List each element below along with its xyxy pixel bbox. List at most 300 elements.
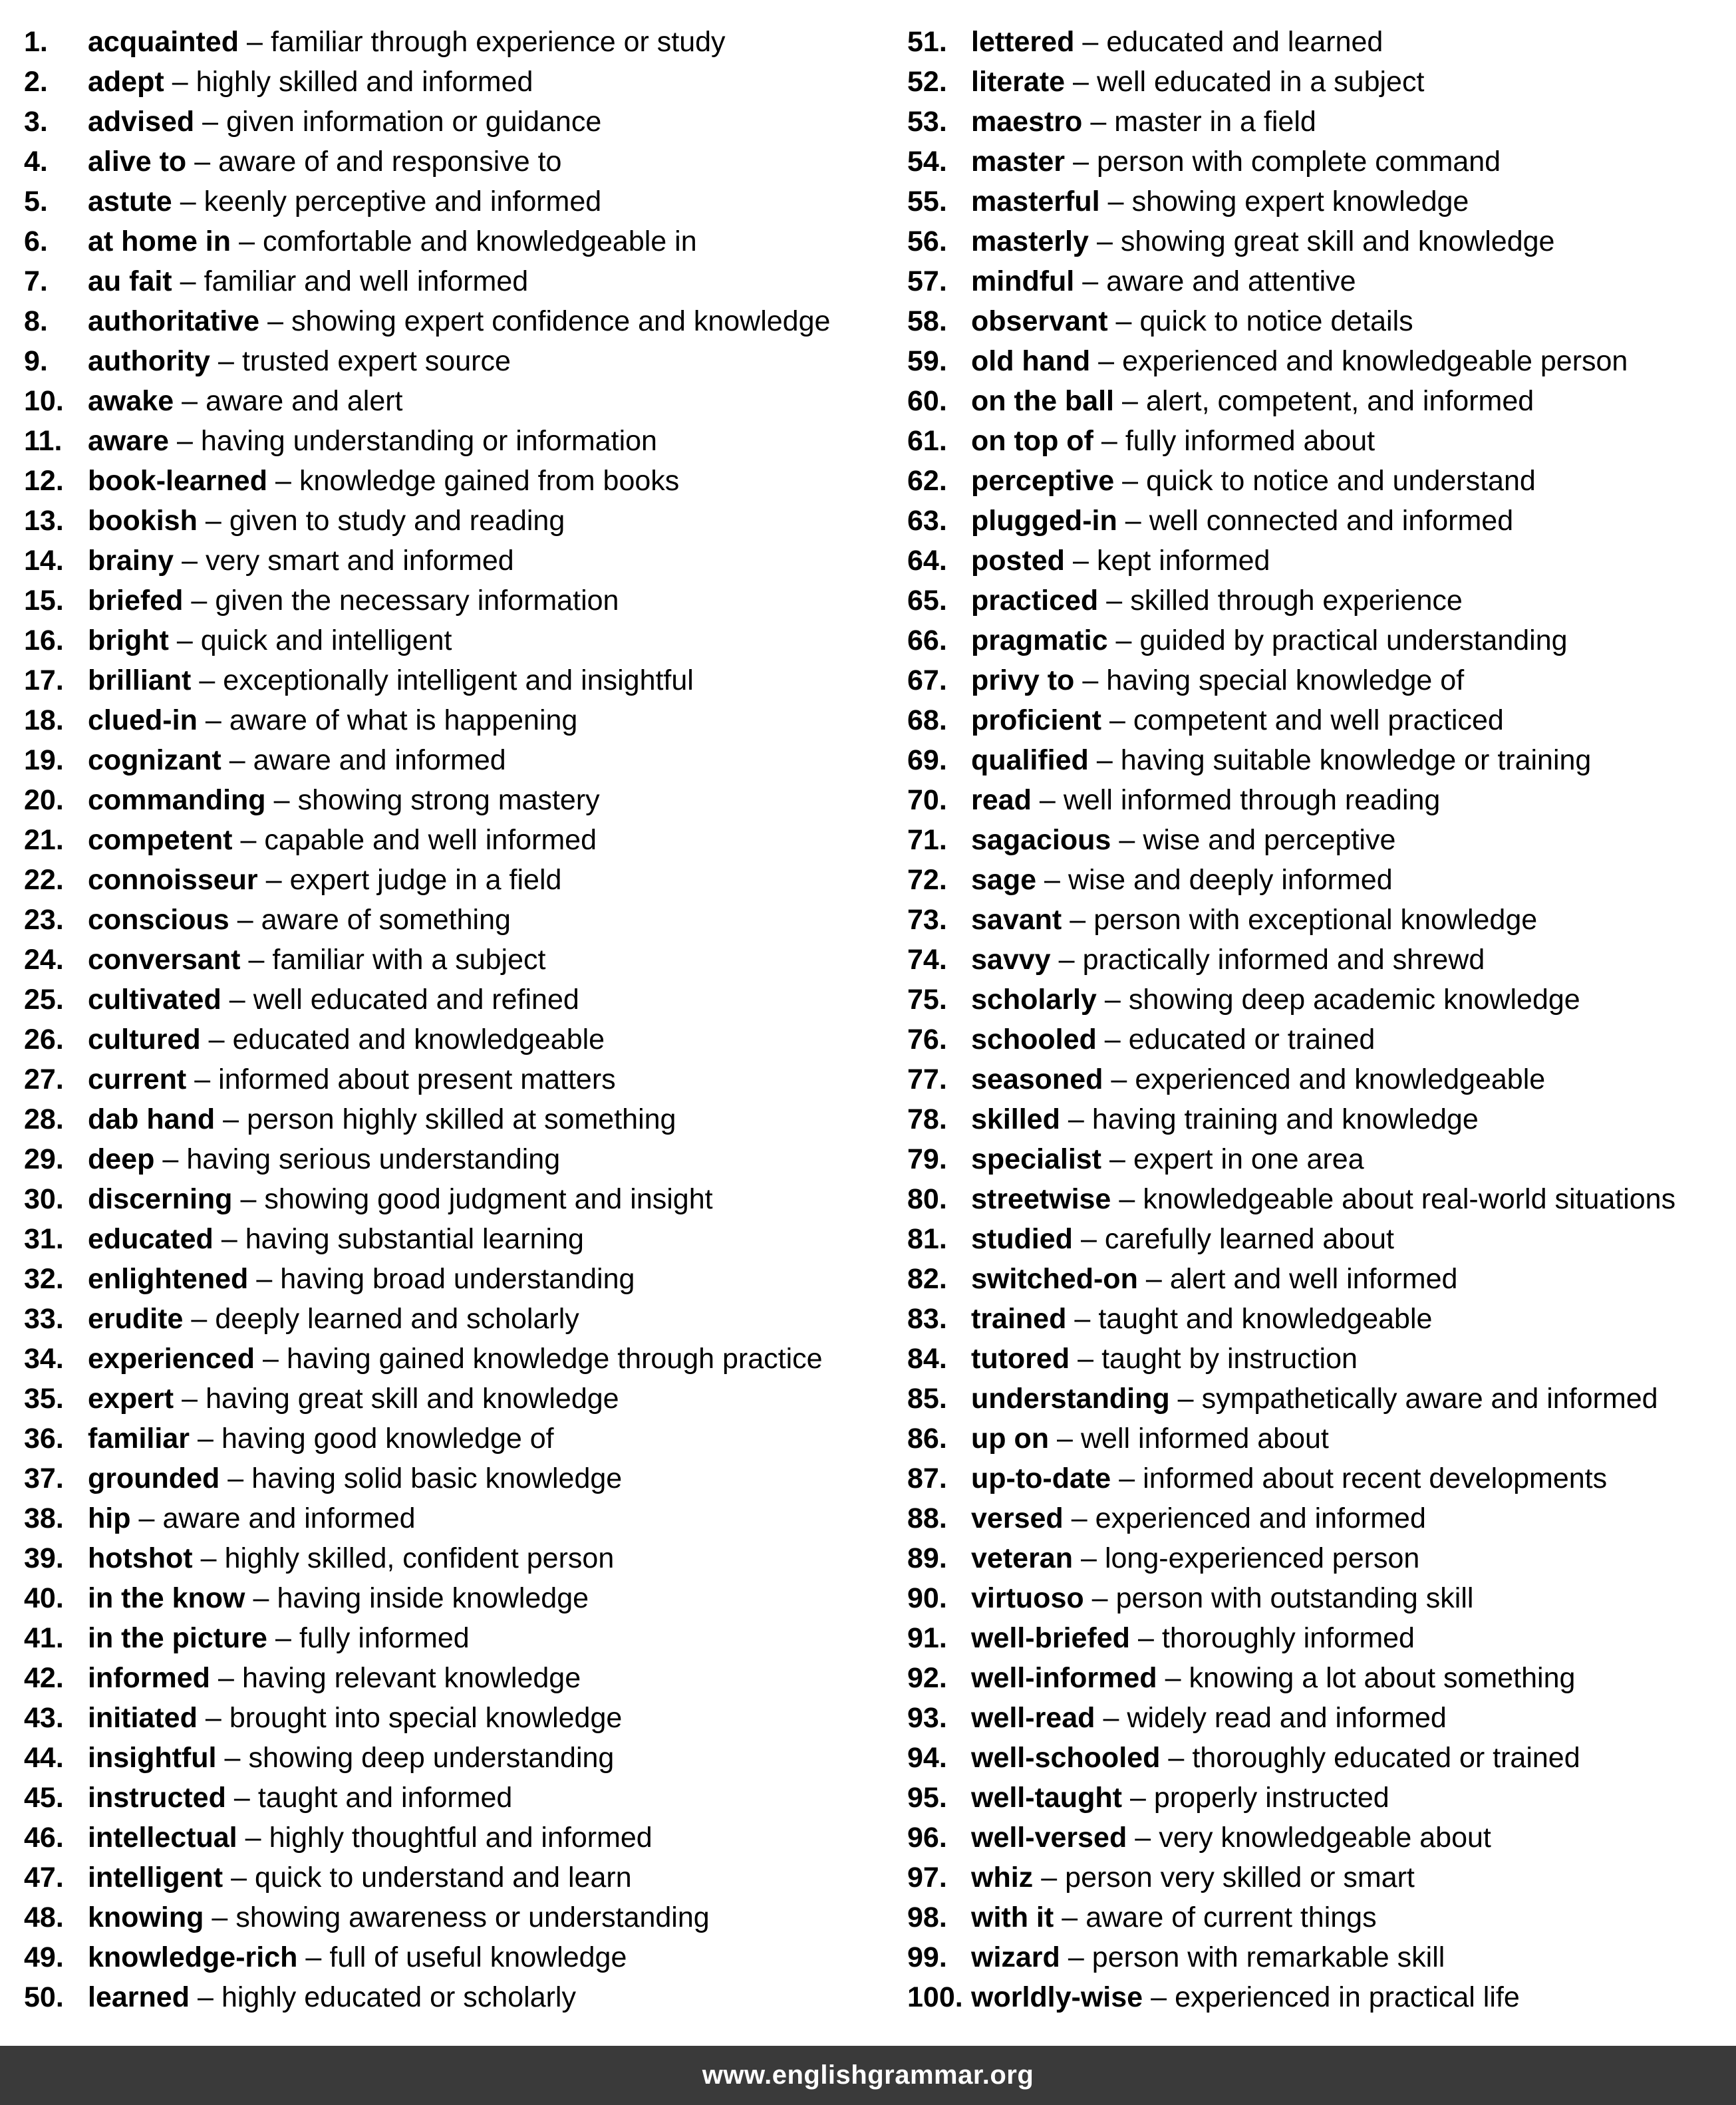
item-word: on the ball (971, 385, 1114, 417)
item-separator: – (240, 824, 257, 856)
item-number: 97. (907, 1862, 947, 1894)
item-number: 36. (24, 1423, 64, 1455)
item-definition: practically informed and shrewd (1082, 944, 1485, 976)
item-number: 10. (24, 385, 64, 417)
item-separator: – (1104, 984, 1121, 1016)
item-word: hotshot (88, 1542, 193, 1574)
list-item (24, 860, 882, 900)
item-definition: educated or trained (1128, 1024, 1375, 1055)
item-separator: – (1062, 1901, 1078, 1933)
item-number: 1. (24, 26, 48, 58)
item-number: 81. (907, 1223, 947, 1255)
item-separator: – (1103, 1702, 1119, 1734)
list-item (24, 1858, 882, 1897)
item-separator: – (1091, 1582, 1108, 1614)
item-word: savvy (971, 944, 1051, 976)
item-definition: expert judge in a field (289, 864, 562, 896)
item-definition: person with complete command (1097, 146, 1501, 178)
item-separator: – (231, 1862, 247, 1894)
list-item (24, 940, 882, 980)
item-separator: – (1096, 225, 1113, 257)
item-separator: – (1068, 1103, 1084, 1135)
item-number: 60. (907, 385, 947, 417)
item-definition: familiar with a subject (272, 944, 546, 976)
item-separator: – (1068, 1941, 1084, 1973)
item-separator: – (237, 904, 253, 936)
item-word: pragmatic (971, 625, 1108, 656)
item-separator: – (1073, 66, 1089, 98)
item-number: 59. (907, 345, 947, 377)
item-definition: person very skilled or smart (1065, 1862, 1415, 1894)
item-separator: – (1109, 1143, 1125, 1175)
item-definition: aware of current things (1085, 1901, 1377, 1933)
item-separator: – (162, 1143, 179, 1175)
list-item (24, 1618, 882, 1658)
item-word: tutored (971, 1343, 1070, 1375)
item-number: 40. (24, 1582, 64, 1614)
item-separator: – (1071, 1502, 1087, 1534)
item-word: learned (88, 1981, 190, 2013)
item-separator: – (1082, 664, 1099, 696)
item-word: maestro (971, 106, 1083, 138)
item-separator: – (1090, 106, 1107, 138)
item-separator: – (1058, 944, 1075, 976)
item-definition: having gained knowledge through practice (286, 1343, 823, 1375)
item-number: 49. (24, 1941, 64, 1973)
item-word: masterful (971, 186, 1100, 217)
item-definition: aware and informed (162, 1502, 416, 1534)
list-item (24, 1538, 882, 1578)
item-word: alive to (88, 146, 187, 178)
item-number: 83. (907, 1303, 947, 1335)
item-separator: – (198, 1423, 214, 1455)
item-definition: well educated in a subject (1097, 66, 1425, 98)
list-item (907, 1818, 1732, 1858)
item-definition: sympathetically aware and informed (1201, 1383, 1658, 1415)
item-definition: person with remarkable skill (1091, 1941, 1445, 1973)
item-definition: master in a field (1114, 106, 1316, 138)
item-word: awake (88, 385, 174, 417)
item-word: sage (971, 864, 1037, 896)
item-definition: wise and deeply informed (1068, 864, 1393, 896)
item-definition: aware and attentive (1106, 265, 1356, 297)
item-separator: – (138, 1502, 155, 1534)
item-number: 7. (24, 265, 48, 297)
item-word: bright (88, 625, 169, 656)
item-separator: – (1119, 1183, 1135, 1215)
item-separator: – (1165, 1662, 1181, 1694)
item-number: 88. (907, 1502, 947, 1534)
item-separator: – (1129, 1782, 1146, 1814)
list-item (24, 700, 882, 740)
item-word: master (971, 146, 1066, 178)
item-word: specialist (971, 1143, 1101, 1175)
item-definition: brought into special knowledge (229, 1702, 623, 1734)
list-item (24, 1498, 882, 1538)
item-definition: aware of what is happening (229, 704, 578, 736)
item-word: understanding (971, 1383, 1170, 1415)
footer-website-link[interactable]: www.englishgrammar.org (702, 2060, 1034, 2090)
list-item (24, 1937, 882, 1977)
item-word: educated (88, 1223, 214, 1255)
item-word: advised (88, 106, 195, 138)
list-item (24, 1897, 882, 1937)
item-definition: familiar through experience or study (270, 26, 726, 58)
item-separator: – (1044, 864, 1060, 896)
item-number: 12. (24, 465, 64, 497)
item-number: 64. (907, 545, 947, 577)
item-word: at home in (88, 225, 231, 257)
item-separator: – (217, 345, 234, 377)
item-word: with it (971, 1901, 1054, 1933)
item-separator: – (1057, 1423, 1073, 1455)
list-item (907, 980, 1732, 1020)
list-item (907, 1858, 1732, 1897)
item-word: adept (88, 66, 164, 98)
list-item (24, 581, 882, 621)
list-item (24, 1299, 882, 1339)
item-separator: – (212, 1901, 228, 1933)
item-number: 47. (24, 1862, 64, 1894)
item-separator: – (191, 585, 208, 617)
item-word: dab hand (88, 1103, 216, 1135)
item-word: commanding (88, 784, 266, 816)
item-definition: having great skill and knowledge (206, 1383, 619, 1415)
item-number: 6. (24, 225, 48, 257)
list-item (907, 1658, 1732, 1698)
item-number: 90. (907, 1582, 947, 1614)
item-word: authority (88, 345, 210, 377)
item-number: 46. (24, 1822, 64, 1854)
item-separator: – (275, 465, 291, 497)
list-item (24, 301, 882, 341)
item-number: 95. (907, 1782, 947, 1814)
list-item (24, 1818, 882, 1858)
item-definition: showing expert knowledge (1131, 186, 1469, 217)
item-number: 69. (907, 744, 947, 776)
list-item (24, 1738, 882, 1778)
item-word: literate (971, 66, 1066, 98)
list-item (24, 980, 882, 1020)
item-definition: fully informed (299, 1622, 470, 1654)
item-definition: informed about present matters (218, 1063, 616, 1095)
item-separator: – (1101, 425, 1117, 457)
item-word: astute (88, 186, 172, 217)
list-item (907, 1219, 1732, 1259)
item-definition: person highly skilled at something (247, 1103, 676, 1135)
list-item (907, 1538, 1732, 1578)
word-list-column-right (907, 22, 1732, 2017)
item-number: 67. (907, 664, 947, 696)
item-number: 26. (24, 1024, 64, 1055)
item-word: well-schooled (971, 1742, 1161, 1774)
item-definition: showing strong mastery (297, 784, 600, 816)
list-item (907, 621, 1732, 660)
item-separator: – (205, 505, 221, 537)
item-number: 34. (24, 1343, 64, 1375)
list-item (24, 22, 882, 62)
list-item (907, 860, 1732, 900)
item-word: privy to (971, 664, 1075, 696)
item-definition: showing great skill and knowledge (1120, 225, 1555, 257)
item-number: 25. (24, 984, 64, 1016)
item-word: instructed (88, 1782, 226, 1814)
item-separator: – (1137, 1622, 1154, 1654)
item-word: on top of (971, 425, 1093, 457)
item-number: 18. (24, 704, 64, 736)
item-separator: – (1098, 345, 1115, 377)
item-separator: – (176, 625, 193, 656)
item-definition: aware and informed (253, 744, 506, 776)
item-number: 42. (24, 1662, 64, 1694)
item-definition: given the necessary information (215, 585, 619, 617)
list-item (24, 900, 882, 940)
list-item (24, 1339, 882, 1379)
list-item (907, 301, 1732, 341)
list-item (24, 541, 882, 581)
item-definition: taught and informed (257, 1782, 513, 1814)
item-separator: – (248, 944, 265, 976)
item-word: versed (971, 1502, 1064, 1534)
item-number: 33. (24, 1303, 64, 1335)
item-number: 3. (24, 106, 48, 138)
item-definition: taught by instruction (1101, 1343, 1358, 1375)
item-separator: – (239, 225, 255, 257)
item-word: posted (971, 545, 1065, 577)
list-item (24, 1099, 882, 1139)
item-separator: – (182, 545, 198, 577)
item-separator: – (1125, 505, 1141, 537)
item-word: qualified (971, 744, 1089, 776)
list-item (24, 501, 882, 541)
item-separator: – (305, 1941, 322, 1973)
list-item (907, 1139, 1732, 1179)
item-number: 13. (24, 505, 64, 537)
item-word: perceptive (971, 465, 1115, 497)
list-item (24, 1698, 882, 1738)
item-separator: – (267, 305, 283, 337)
item-number: 41. (24, 1622, 64, 1654)
item-word: lettered (971, 26, 1075, 58)
item-definition: quick to understand and learn (255, 1862, 632, 1894)
item-word: cultured (88, 1024, 201, 1055)
item-word: cultivated (88, 984, 221, 1016)
item-number: 75. (907, 984, 947, 1016)
item-definition: having good knowledge of (221, 1423, 554, 1455)
item-definition: trusted expert source (241, 345, 511, 377)
list-item (24, 1778, 882, 1818)
item-definition: experienced and informed (1095, 1502, 1426, 1534)
item-number: 100. (907, 1981, 963, 2013)
list-item (24, 1179, 882, 1219)
item-definition: skilled through experience (1130, 585, 1463, 617)
item-number: 17. (24, 664, 64, 696)
list-item (907, 341, 1732, 381)
item-definition: quick and intelligent (200, 625, 452, 656)
item-number: 94. (907, 1742, 947, 1774)
item-definition: alert and well informed (1169, 1263, 1458, 1295)
item-word: competent (88, 824, 233, 856)
list-item (907, 261, 1732, 301)
item-definition: aware of and responsive to (218, 146, 562, 178)
item-number: 27. (24, 1063, 64, 1095)
item-number: 76. (907, 1024, 947, 1055)
item-number: 9. (24, 345, 48, 377)
item-separator: – (221, 1223, 237, 1255)
item-number: 79. (907, 1143, 947, 1175)
item-word: old hand (971, 345, 1091, 377)
item-separator: – (1082, 26, 1099, 58)
item-number: 86. (907, 1423, 947, 1455)
item-separator: – (1177, 1383, 1194, 1415)
list-item (24, 780, 882, 820)
item-word: au fait (88, 265, 172, 297)
item-number: 91. (907, 1622, 947, 1654)
item-word: well-versed (971, 1822, 1127, 1854)
item-definition: given information or guidance (226, 106, 602, 138)
item-word: up on (971, 1423, 1050, 1455)
item-separator: – (191, 1303, 208, 1335)
item-number: 62. (907, 465, 947, 497)
item-word: experienced (88, 1343, 255, 1375)
item-separator: – (217, 1662, 234, 1694)
item-definition: knowledge gained from books (299, 465, 680, 497)
item-number: 30. (24, 1183, 64, 1215)
item-definition: well connected and informed (1149, 505, 1514, 537)
item-definition: wise and perceptive (1143, 824, 1396, 856)
list-item (24, 102, 882, 142)
item-word: wizard (971, 1941, 1060, 1973)
item-word: aware (88, 425, 169, 457)
list-item (24, 820, 882, 860)
item-number: 65. (907, 585, 947, 617)
item-definition: having special knowledge of (1106, 664, 1465, 696)
item-word: grounded (88, 1463, 220, 1494)
list-item (24, 261, 882, 301)
word-list-column-left (24, 22, 882, 2017)
item-word: in the know (88, 1582, 245, 1614)
item-number: 45. (24, 1782, 64, 1814)
list-item (907, 1179, 1732, 1219)
item-definition: highly educated or scholarly (221, 1981, 576, 2013)
list-item (907, 1618, 1732, 1658)
item-definition: comfortable and knowledgeable in (263, 225, 697, 257)
item-separator: – (1151, 1981, 1167, 2013)
item-separator: – (1135, 1822, 1151, 1854)
item-definition: person with outstanding skill (1115, 1582, 1474, 1614)
item-word: authoritative (88, 305, 260, 337)
item-definition: experienced and knowledgeable person (1122, 345, 1628, 377)
item-word: in the picture (88, 1622, 267, 1654)
item-word: schooled (971, 1024, 1097, 1055)
item-word: practiced (971, 585, 1099, 617)
item-definition: having suitable knowledge or training (1120, 744, 1592, 776)
item-number: 39. (24, 1542, 64, 1574)
item-number: 87. (907, 1463, 947, 1494)
item-definition: having training and knowledge (1091, 1103, 1479, 1135)
item-number: 24. (24, 944, 64, 976)
list-item (24, 1139, 882, 1179)
item-separator: – (1070, 904, 1086, 936)
item-definition: kept informed (1096, 545, 1270, 577)
list-item (907, 1379, 1732, 1419)
item-definition: thoroughly informed (1161, 1622, 1415, 1654)
list-item (907, 940, 1732, 980)
list-item (24, 221, 882, 261)
list-item (24, 1658, 882, 1698)
item-word: mindful (971, 265, 1075, 297)
item-word: connoisseur (88, 864, 258, 896)
item-word: virtuoso (971, 1582, 1084, 1614)
item-word: savant (971, 904, 1062, 936)
item-definition: well informed about (1081, 1423, 1329, 1455)
item-separator: – (199, 664, 216, 696)
list-item (907, 780, 1732, 820)
item-definition: having serious understanding (186, 1143, 561, 1175)
item-definition: carefully learned about (1104, 1223, 1394, 1255)
item-word: streetwise (971, 1183, 1111, 1215)
item-separator: – (240, 1183, 257, 1215)
item-number: 92. (907, 1662, 947, 1694)
item-definition: experienced in practical life (1175, 1981, 1520, 2013)
item-word: switched-on (971, 1263, 1138, 1295)
item-separator: – (1122, 465, 1139, 497)
list-item (907, 1419, 1732, 1459)
item-definition: having solid basic knowledge (251, 1463, 623, 1494)
item-separator: – (1168, 1742, 1185, 1774)
item-separator: – (1082, 265, 1099, 297)
item-definition: long-experienced person (1104, 1542, 1420, 1574)
item-word: clued-in (88, 704, 198, 736)
item-definition: very knowledgeable about (1159, 1822, 1491, 1854)
item-definition: deeply learned and scholarly (215, 1303, 579, 1335)
item-separator: – (200, 1542, 217, 1574)
item-number: 98. (907, 1901, 947, 1933)
item-number: 55. (907, 186, 947, 217)
list-item (907, 1459, 1732, 1498)
item-number: 48. (24, 1901, 64, 1933)
item-number: 93. (907, 1702, 947, 1734)
item-definition: capable and well informed (264, 824, 597, 856)
item-word: well-read (971, 1702, 1095, 1734)
list-item (24, 1977, 882, 2017)
item-number: 16. (24, 625, 64, 656)
item-separator: – (1119, 1463, 1135, 1494)
item-definition: familiar and well informed (204, 265, 529, 297)
item-number: 61. (907, 425, 947, 457)
item-definition: properly instructed (1153, 1782, 1389, 1814)
item-word: insightful (88, 1742, 217, 1774)
item-definition: keenly perceptive and informed (204, 186, 602, 217)
item-separator: – (1107, 186, 1124, 217)
list-item (907, 182, 1732, 221)
list-item (24, 1059, 882, 1099)
item-definition: alert, competent, and informed (1145, 385, 1534, 417)
item-word: current (88, 1063, 187, 1095)
item-separator: – (1106, 585, 1123, 617)
list-item (907, 581, 1732, 621)
list-item (907, 740, 1732, 780)
item-separator: – (194, 1063, 211, 1095)
item-word: informed (88, 1662, 210, 1694)
item-word: expert (88, 1383, 174, 1415)
item-word: seasoned (971, 1063, 1103, 1095)
list-item (907, 1020, 1732, 1059)
item-word: conversant (88, 944, 241, 976)
list-item (907, 541, 1732, 581)
item-word: bookish (88, 505, 198, 537)
list-item (24, 1578, 882, 1618)
